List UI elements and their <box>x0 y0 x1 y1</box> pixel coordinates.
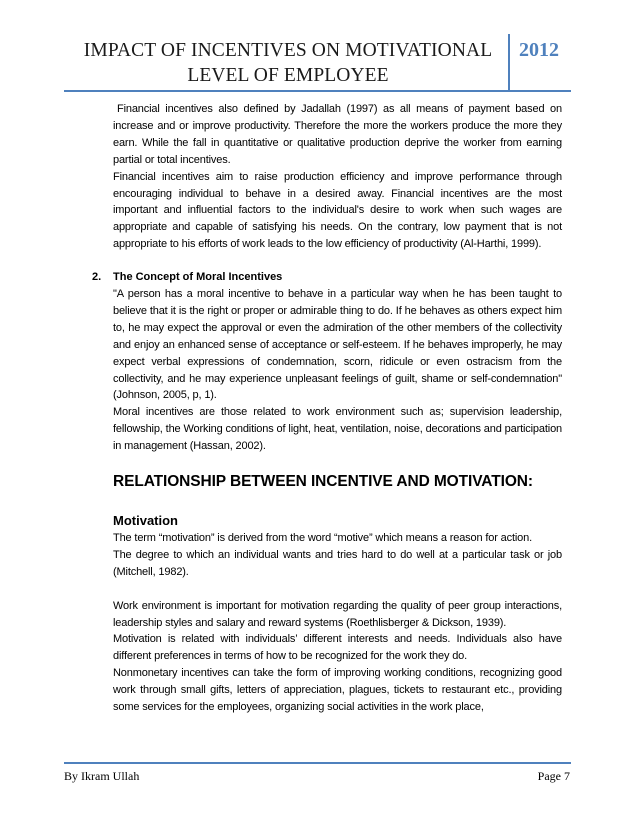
financial-paragraph-2: Financial incentives aim to raise production efficiency and improve performance through encouraging individual to behave in a desired away. Financial incentives are the most important and influential factors to the individual's desire to work when such wages are appropriate and capable of satisfying his needs. On the contrary, low payment that is not appropriate to his efforts of work leads to the low efficiency of productivity (Al-Harthi, 1999). <box>113 170 562 251</box>
motivation-subheading: Motivation <box>113 513 178 528</box>
moral-paragraph-1: "A person has a moral incentive to behave in a particular way when he has been taught to believe that it is the right or proper or admirable thing to do. If he behaves as others expect him to, he may expect the approval or even the admiration of the other members of the collectivity and enjoy an enhanced sense of acceptance or self-esteem. If he behaves improperly, he may expect verbal expressions of condemnation, scorn, ridicule or even ostracism from the collectivity, and he may experience unpleasant feelings of guilt, shame or self-condemnation" (Johnson, 2005, p, 1). <box>113 288 562 402</box>
financial-paragraph-1: Financial incentives also defined by Jadallah (1997) as all means of payment based on increase and or improve productivity. Therefore the more the workers produce the more they earn. While the fall in quantitative or qualitative production deprive the worker from earning partial or total incentives. <box>113 103 562 166</box>
financial-incentives-block <box>113 101 562 253</box>
relationship-heading: RELATIONSHIP BETWEEN INCENTIVE AND MOTIVATION: <box>113 473 533 490</box>
footer-rule <box>64 762 571 764</box>
motivation-paragraph-1: The term “motivation” is derived from the word “motive” which means a reason for action. <box>113 532 533 544</box>
motivation-paragraph-2: The degree to which an individual wants and tries hard to do well at a particular task or job (Mitchell, 1982). <box>113 548 562 578</box>
moral-incentives-heading <box>92 269 282 286</box>
paragraph-spacer <box>113 581 562 598</box>
running-header-title: IMPACT OF INCENTIVES ON MOTIVATIONAL LEVEL OF EMPLOYEE <box>83 40 493 86</box>
section-title: The Concept of Moral Incentives <box>113 271 283 283</box>
footer-author: By Ikram Ullah <box>64 769 140 783</box>
footer-page-number: Page 7 <box>537 769 570 783</box>
moral-paragraph-2: Moral incentives are those related to work environment such as; supervision leadership, fellowship, the Working conditions of light, heat, ventilation, noise, decorations and participation in management (Hassan, 2002). <box>113 406 562 453</box>
header-rule <box>64 90 571 92</box>
motivation-paragraph-4: Motivation is related with individuals’ different interests and needs. Individuals also have different preferences in terms of how to be recognized for the work they do. <box>113 633 562 663</box>
motivation-paragraph-5: Nonmonetary incentives can take the form of improving working conditions, recognizing good work through small gifts, letters of appreciation, plagues, tickets to restaurant etc., providing some services for the employees, organizing social activities in the work place, <box>113 667 562 714</box>
header-divider <box>508 34 510 90</box>
motivation-paragraph-3: Work environment is important for motivation regarding the quality of peer group interactions, leadership styles and salary and reward systems (Roethlisberger & Dickson, 1939). <box>113 599 562 629</box>
header-year: 2012 <box>519 39 559 61</box>
section-number: 2. <box>92 271 102 283</box>
motivation-block <box>113 530 562 716</box>
moral-incentives-block <box>113 286 562 455</box>
